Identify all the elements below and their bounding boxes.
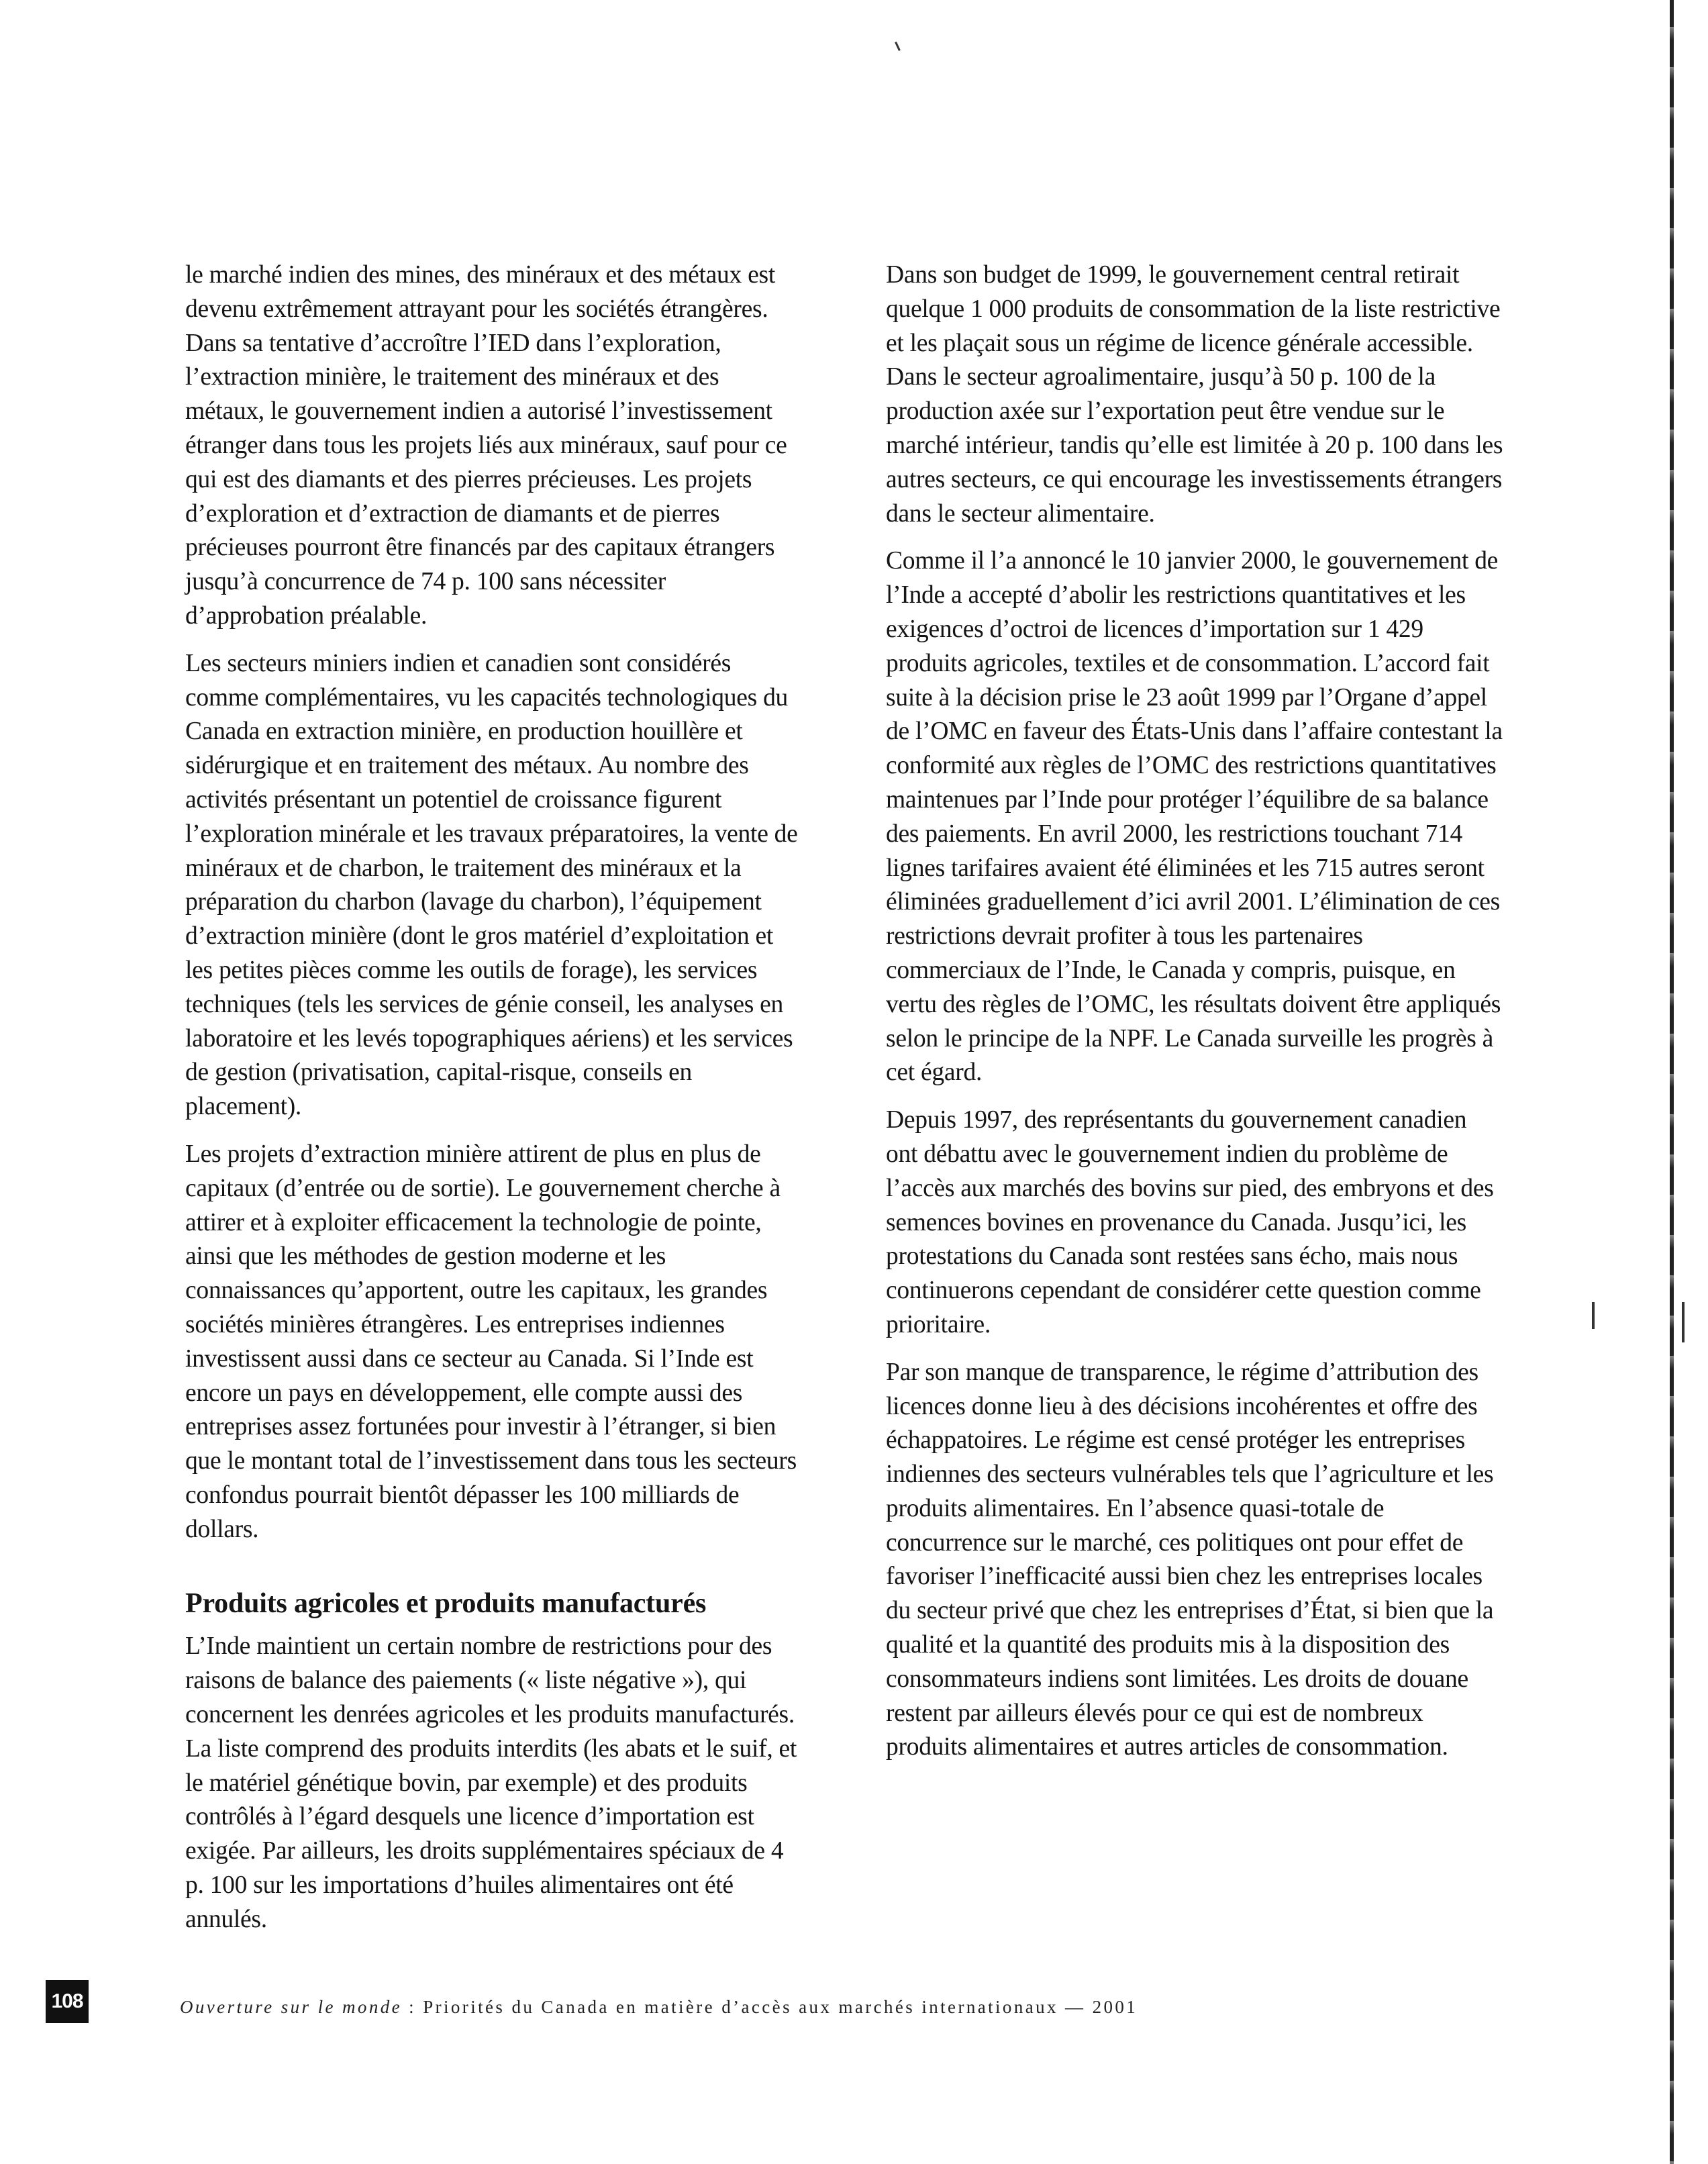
left-column <box>185 258 803 1951</box>
paragraph: Comme il l’a annoncé le 10 janvier 2000, le gouvernement de l’Inde a accepté d’abolir les restrictions quantitatives et les exigences d’octroi de licences d’importation sur 1 429 produits agricoles, textiles et de consommation. L’accord fait suite à la décision prise le 23 août 1999 par l’Organe d’appel de l’OMC en faveur des États-Unis dans l’affaire contestant la conformité aux règles de l’OMC des restrictions quantitatives maintenues par l’Inde pour protéger l’équilibre de sa balance des paiements. En avril 2000, les restrictions touchant 714 lignes tarifaires avaient été éliminées et les 715 autres seront éliminées graduellement d’ici avril 2001. L’élimination de ces restrictions devrait profiter à tous les partenaires commerciaux de l’Inde, le Canada y compris, puisque, en vertu des règles de l’OMC, les résultats doivent être appliqués selon le principe de la NPF. Le Canada surveille les progrès à cet égard. <box>886 547 1503 1087</box>
scan-edge-mark <box>1682 1302 1685 1342</box>
right-column <box>886 258 1503 1778</box>
paragraph: Par son manque de transparence, le régime d’attribution des licences donne lieu à des décisions incohérentes et offre des échappatoires. Le régime est censé protéger les entreprises indiennes des secteurs vulnérables tels que l’agriculture et les produits alimentaires. En l’absence quasi-totale de concurrence sur le marché, ces politiques ont pour effet de favoriser l’inefficacité aussi bien chez les entreprises locales du secteur privé que chez les entreprises d’État, si bien que la qualité et la quantité des produits mis à la disposition des consommateurs indiens sont limitées. Les droits de douane restent par ailleurs élevés pour ce qui est de nombreux produits alimentaires et autres articles de consommation. <box>886 1358 1494 1761</box>
scan-edge <box>1670 0 1674 2164</box>
paragraph: le marché indien des mines, des minéraux et des métaux est devenu extrêmement attrayant pour les sociétés étrangères. Dans sa tentative d’accroître l’IED dans l’exploration, l’extraction minière, le traitement des minéraux et des métaux, le gouvernement indien a autorisé l’investissement étranger dans tous les projets liés aux minéraux, sauf pour ce qui est des diamants et des pierres précieuses. Les projets d’exploration et d’extraction de diamants et de pierres précieuses pourront être financés par des capitaux étrangers jusqu’à concurrence de 74 p. 100 sans nécessiter d’approbation préalable. <box>185 261 787 630</box>
paragraph: L’Inde maintient un certain nombre de restrictions pour des raisons de balance des paiements (« liste négative »), qui concernent les denrées agricoles et les produits manufacturés. La liste comprend des produits interdits (les abats et le suif, et le matériel génétique bovin, par exemple) et des produits contrôlés à l’égard desquels une licence d’importation est exigée. Par ailleurs, les droits supplémentaires spéciaux de 4 p. 100 sur les importations d’huiles alimentaires ont été annulés. <box>185 1632 797 1933</box>
footer-title-rest: : Priorités du Canada en matière d’accès aux marchés internationaux — 2001 <box>402 1997 1138 2017</box>
page-number: 108 <box>46 1980 89 2023</box>
paragraph: Depuis 1997, des représentants du gouvernement canadien ont débattu avec le gouvernement indien du problème de l’accès aux marchés des bovins sur pied, des embryons et des semences bovines en provenance du Canada. Jusqu’ici, les protestations du Canada sont restées sans écho, mais nous continuerons cependant de considérer cette question comme prioritaire. <box>886 1106 1494 1338</box>
running-footer <box>180 1995 1138 2019</box>
paragraph: Dans son budget de 1999, le gouvernement central retirait quelque 1 000 produits de consommation de la liste restrictive et les plaçait sous un régime de licence générale accessible. Dans le secteur agroalimentaire, jusqu’à 50 p. 100 de la production axée sur l’exportation peut être vendue sur le marché intérieur, tandis qu’elle est limitée à 20 p. 100 dans les autres secteurs, ce qui encourage les investissements étrangers dans le secteur alimentaire. <box>886 261 1503 528</box>
paragraph: Les projets d’extraction minière attirent de plus en plus de capitaux (d’entrée ou de sortie). Le gouvernement cherche à attirer et à exploiter efficacement la technologie de pointe, ainsi que les méthodes de gestion moderne et les connaissances qu’apportent, outre les capitaux, les grandes sociétés minières étrangères. Les entreprises indiennes investissent aussi dans ce secteur au Canada. Si l’Inde est encore un pays en développement, elle compte aussi des entreprises assez fortunées pour investir à l’étranger, si bien que le montant total de l’investissement dans tous les secteurs confondus pourrait bientôt dépasser les 100 milliards de dollars. <box>185 1140 797 1543</box>
paragraph: Les secteurs miniers indien et canadien sont considérés comme complémentaires, vu les capacités technologiques du Canada en extraction minière, en production houillère et sidérurgique et en traitement des métaux. Au nombre des activités présentant un potentiel de croissance figurent l’exploration minérale et les travaux préparatoires, la vente de minéraux et de charbon, le traitement des minéraux et la préparation du charbon (lavage du charbon), l’équipement d’extraction minière (dont le gros matériel d’exploitation et les petites pièces comme les outils de forage), les services techniques (tels les services de génie conseil, les analyses en laboratoire et les levés topographiques aériens) et les services de gestion (privatisation, capital-risque, conseils en placement). <box>185 649 798 1121</box>
section-heading: Produits agricoles et produits manufacturés <box>185 1588 707 1620</box>
footer-title-italic: Ouverture sur le monde <box>180 1997 402 2017</box>
scan-edge-mark <box>1592 1302 1595 1329</box>
scan-mark <box>895 42 901 51</box>
